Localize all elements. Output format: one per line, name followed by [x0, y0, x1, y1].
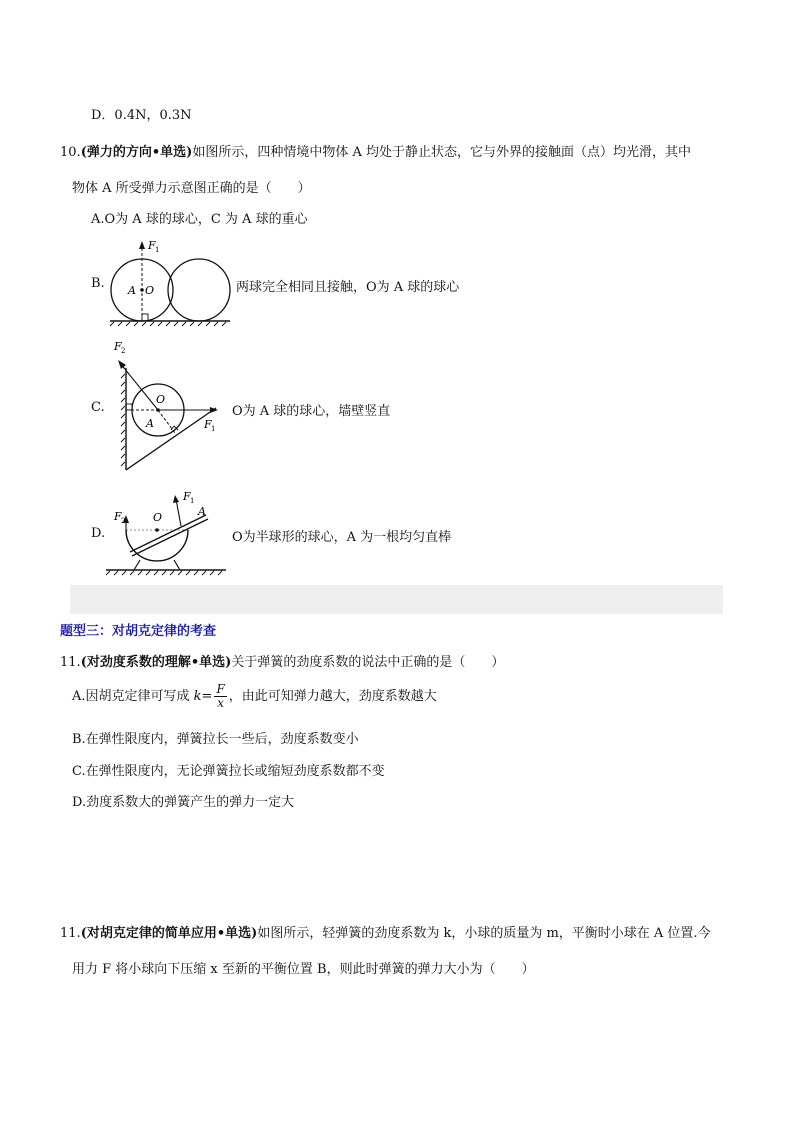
- q11a-tag: (对劲度系数的理解•单选): [80, 655, 232, 670]
- label-o-b: O: [145, 284, 155, 297]
- q11a-line: [60, 651, 504, 670]
- q11b-line1: [60, 922, 711, 941]
- q11a-option-a-k: k=: [193, 689, 213, 704]
- svg-text:2: 2: [121, 347, 126, 355]
- q11a-option-a-post: ，由此可知弹力越大，劲度系数越大: [228, 689, 437, 704]
- q10-stem-line1: 如图所示，四种情境中物体 A 均处于静止状态，它与外界的接触面（点）均光滑，其中: [192, 145, 691, 160]
- label-f1-b: F: [148, 239, 156, 252]
- q11b-stem-line1: 如图所示，轻弹簧的劲度系数为 k，小球的质量为 m，平衡时小球在 A 位置.今: [257, 926, 711, 941]
- formula-fraction: [214, 683, 226, 710]
- section3-title: 题型三：对胡克定律的考查: [60, 624, 217, 639]
- q11a-option-b: B.在弹性限度内，弹簧拉长一些后，劲度系数变小: [72, 732, 359, 747]
- q10-option-c-text: O为 A 球的球心，墙壁竖直: [232, 404, 391, 419]
- q10-option-a: A.O为 A 球的球心，C 为 A 球的重心: [91, 212, 308, 227]
- figure-d-hemisphere-rod: [104, 490, 230, 576]
- label-a-c: A: [146, 417, 154, 430]
- label-a-d: A: [198, 505, 206, 518]
- q10-option-d-label: D.: [91, 526, 106, 541]
- q11a-option-a-pre: A.因胡克定律可写成: [72, 689, 194, 704]
- q11b-tag: (对胡克定律的简单应用•单选): [80, 926, 258, 941]
- svg-text:2: 2: [121, 517, 126, 525]
- q11a-option-d: D.劲度系数大的弹簧产生的弹力一定大: [72, 795, 295, 810]
- svg-text:1: 1: [155, 246, 160, 254]
- q10-option-b-text: 两球完全相同且接触，O为 A 球的球心: [236, 280, 460, 295]
- figure-b-two-spheres: [108, 235, 234, 327]
- q10-option-b-label: B.: [91, 276, 105, 291]
- fraction-numerator: F: [216, 682, 225, 696]
- label-f2-c: F: [114, 340, 122, 353]
- q10-number: 10.: [60, 145, 81, 160]
- q10-option-d-text: O为半球形的球心，A 为一根均匀直棒: [232, 530, 452, 545]
- q10-tag: (弹力的方向•单选): [80, 145, 193, 160]
- q11a-stem: 关于弹簧的劲度系数的说法中正确的是（ ）: [231, 655, 505, 670]
- q11a-option-a: [72, 682, 437, 712]
- q11b-number: 11.: [60, 926, 81, 941]
- q10-stem-line2: 物体 A 所受弹力示意图正确的是（ ）: [72, 181, 311, 196]
- fraction-denominator: x: [217, 696, 224, 710]
- svg-text:1: 1: [211, 425, 216, 433]
- figure-c-sphere-wall-incline: [108, 338, 226, 474]
- answer-band: [70, 585, 723, 614]
- label-f2-d: F: [114, 510, 122, 523]
- label-o-c: O: [156, 393, 166, 406]
- q10-option-c-label: C.: [91, 400, 105, 415]
- label-f1-c: F: [204, 418, 212, 431]
- label-o-d: O: [153, 511, 163, 524]
- prev-option-d: D．0.4N，0.3N: [91, 108, 192, 123]
- svg-text:1: 1: [190, 497, 195, 505]
- q11b-stem-line2: 用力 F 将小球向下压缩 x 至新的平衡位置 B，则此时弹簧的弹力大小为（ ）: [72, 962, 535, 977]
- label-f1-d: F: [183, 490, 191, 503]
- q10-line1: [60, 141, 691, 160]
- q11a-option-c: C.在弹性限度内，无论弹簧拉长或缩短劲度系数都不变: [72, 764, 385, 779]
- label-a-b: A: [128, 284, 136, 297]
- q11a-number: 11.: [60, 655, 81, 670]
